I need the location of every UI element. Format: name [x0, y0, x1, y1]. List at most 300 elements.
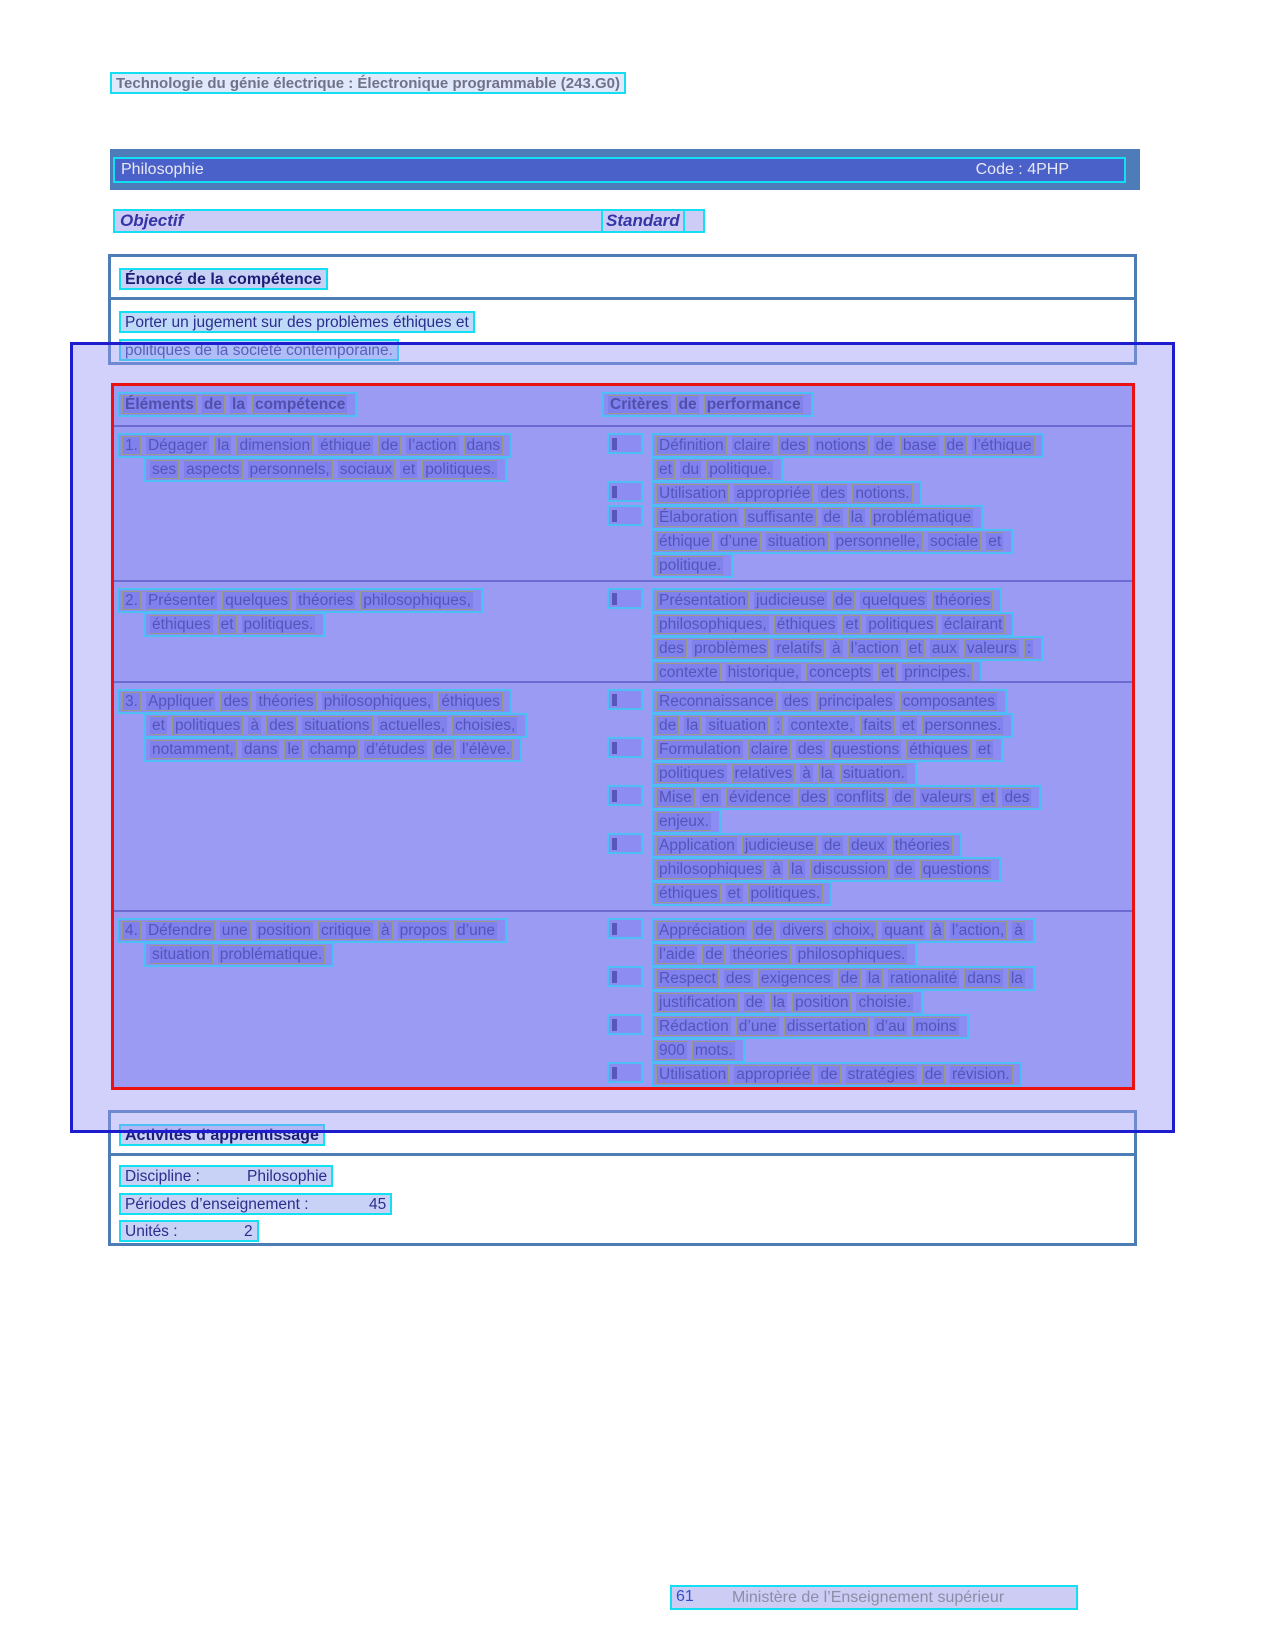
word-box: Définition	[656, 436, 727, 455]
word-box: l’action,	[949, 921, 1008, 940]
criteria-lines	[651, 689, 1133, 737]
element-row	[111, 427, 1135, 582]
word-box: claire	[731, 436, 774, 455]
text-line	[651, 857, 1133, 881]
word-box: contexte	[656, 663, 721, 682]
criteria-lines	[651, 918, 1133, 966]
text-line	[651, 785, 1133, 809]
word-box: base	[900, 436, 940, 455]
word-box: philosophiques,	[656, 615, 770, 634]
enonce-header: Énoncé de la compétence	[119, 268, 328, 290]
line-highlight	[651, 966, 1035, 991]
line-highlight	[651, 942, 917, 967]
bullet-column	[607, 737, 651, 785]
criteria-item	[607, 785, 1133, 833]
word-box: questions	[830, 740, 902, 759]
word-box: notamment,	[149, 740, 237, 759]
word-box: de	[702, 945, 725, 964]
text-line	[651, 881, 1133, 905]
section-title: Philosophie	[121, 161, 204, 178]
text-line	[651, 457, 1133, 481]
word-box: politiques	[172, 716, 244, 735]
word-box: suffisante	[744, 508, 816, 527]
bullet-mark	[612, 593, 617, 605]
bullet-column	[607, 833, 651, 905]
word-box: de	[821, 836, 844, 855]
word-box: théories	[295, 591, 356, 610]
line-highlight	[117, 918, 507, 943]
word-box: exigences	[758, 969, 834, 988]
word-box: historique,	[725, 663, 803, 682]
enonce-header-row	[111, 257, 1134, 300]
word-box: la	[788, 860, 806, 879]
criteria-lines	[651, 588, 1133, 683]
word-box: notions	[813, 436, 869, 455]
enonce-line	[119, 339, 399, 361]
word-box: la	[818, 764, 836, 783]
word-box: théories	[892, 836, 953, 855]
word-box: :	[773, 716, 783, 735]
word-box: position	[792, 993, 851, 1012]
bullet-icon	[607, 689, 643, 710]
text-line	[651, 636, 1133, 660]
criteria-lines	[651, 433, 1133, 481]
word-box: et	[725, 884, 744, 903]
text-line	[651, 809, 1133, 833]
criteria-item	[607, 966, 1133, 1014]
word-box: situation	[149, 945, 213, 964]
heading-objectif: Objectif	[120, 211, 184, 230]
word-box: Utilisation	[656, 484, 729, 503]
line-highlight	[651, 833, 962, 858]
line-highlight	[651, 785, 1041, 810]
element-row	[111, 912, 1135, 1090]
text-line	[117, 918, 607, 942]
criteria-item	[607, 588, 1133, 683]
bullet-column	[607, 481, 651, 505]
word-box: et	[149, 716, 168, 735]
word-box: Appréciation	[656, 921, 748, 940]
enonce-line	[119, 311, 475, 333]
criteria-item	[607, 481, 1133, 505]
word-box: personnels,	[247, 460, 333, 479]
text-line	[651, 966, 1133, 990]
bullet-mark	[612, 923, 617, 935]
field-label: Unités :	[125, 1223, 178, 1240]
word-box: la	[865, 969, 883, 988]
heading-standard: Standard	[601, 209, 685, 233]
word-box: la	[214, 436, 232, 455]
element-row	[111, 683, 1135, 912]
line-highlight	[651, 761, 917, 786]
text-line	[651, 737, 1133, 761]
field-value: Philosophie	[247, 1168, 328, 1185]
word-box: de	[832, 591, 855, 610]
word-box: et	[975, 740, 994, 759]
word-box: sociaux	[337, 460, 396, 479]
text-line	[117, 588, 607, 612]
line-highlight	[651, 433, 1044, 458]
word-box: principales	[816, 692, 896, 711]
line-highlight	[651, 713, 1013, 738]
line-highlight	[117, 588, 483, 613]
bullet-icon	[607, 1014, 643, 1035]
line-highlight	[651, 1062, 1022, 1087]
text-line	[651, 433, 1133, 457]
word-box: dissertation	[784, 1017, 869, 1036]
word-box: de	[922, 1065, 945, 1084]
word-box: et	[399, 460, 418, 479]
text-line	[651, 713, 1133, 737]
bullet-column	[607, 588, 651, 683]
activites-box	[108, 1110, 1137, 1246]
word-box: situation	[765, 532, 829, 551]
line-highlight	[117, 433, 512, 458]
word-box: questions	[920, 860, 992, 879]
word-box: des	[795, 740, 826, 759]
word-box: principes.	[901, 663, 973, 682]
line-highlight	[651, 1014, 969, 1039]
word-box: et	[979, 788, 998, 807]
word-box: de	[656, 716, 679, 735]
word-box: de	[838, 969, 861, 988]
activites-header-row	[111, 1113, 1134, 1156]
word-box: Formulation	[656, 740, 744, 759]
word-box: dimension	[236, 436, 313, 455]
word-box: de	[891, 788, 914, 807]
column-header-right	[602, 392, 813, 417]
bullet-mark	[612, 838, 617, 850]
word-box: des	[723, 969, 754, 988]
word-box: à	[378, 921, 393, 940]
criteria-item	[607, 505, 1133, 577]
line-highlight	[144, 457, 507, 482]
field-value: 2	[244, 1223, 253, 1240]
word-box: problématique.	[217, 945, 326, 964]
word-box: politique.	[656, 556, 724, 575]
line-highlight	[144, 713, 527, 738]
word-box: quelques	[859, 591, 928, 610]
word-box: de	[944, 436, 967, 455]
word-box: personnelle,	[833, 532, 923, 551]
ministry-name: Ministère de l’Enseignement supérieur	[732, 1589, 1005, 1606]
section-title-row	[113, 157, 1126, 183]
bullet-column	[607, 1014, 651, 1062]
bullet-mark	[612, 790, 617, 802]
bullet-icon	[607, 737, 643, 758]
word-box: l’action	[405, 436, 459, 455]
word-box: judicieuse	[753, 591, 828, 610]
field-line	[119, 1165, 333, 1187]
word-box: philosophiques.	[795, 945, 909, 964]
word-box: à	[247, 716, 262, 735]
word-box: claire	[748, 740, 791, 759]
word-box: 3.	[122, 692, 141, 711]
line-highlight	[651, 737, 1003, 762]
word-box: la	[1008, 969, 1026, 988]
line-highlight	[651, 689, 1007, 714]
word-box: à	[930, 921, 945, 940]
word-box: dans	[241, 740, 281, 759]
word-box: et	[656, 460, 675, 479]
word-box: quelques	[222, 591, 291, 610]
word-box: situations	[301, 716, 372, 735]
word-box: éthiques	[149, 615, 214, 634]
word-box: d’une	[717, 532, 761, 551]
criteria-item	[607, 1014, 1133, 1062]
competence-table	[111, 383, 1135, 1090]
word-box: théories	[729, 945, 790, 964]
bullet-mark	[612, 438, 617, 450]
text-line	[651, 505, 1133, 529]
word-box: l’aide	[656, 945, 698, 964]
word-box: actuelles,	[377, 716, 448, 735]
document-header-text: Technologie du génie électrique : Électronique programmable (243.G0)	[110, 72, 626, 94]
word-box: politiques	[865, 615, 937, 634]
line-highlight	[144, 612, 325, 637]
text-line	[651, 529, 1133, 553]
word-box: moins	[912, 1017, 959, 1036]
word-box: du	[679, 460, 702, 479]
word-box: politique.	[706, 460, 774, 479]
word-box: Reconnaissance	[656, 692, 777, 711]
word-box: situation.	[840, 764, 908, 783]
word-box: Utilisation	[656, 1065, 729, 1084]
bullet-mark	[612, 510, 617, 522]
word-box: Rédaction	[656, 1017, 732, 1036]
word-box: de	[676, 395, 700, 414]
text-line	[651, 553, 1133, 577]
word-box: éthiques	[906, 740, 971, 759]
word-box: Critères	[607, 395, 672, 414]
bullet-column	[607, 785, 651, 833]
word-box: éthiques	[774, 615, 839, 634]
word-box: de	[873, 436, 896, 455]
word-box: problématique	[870, 508, 974, 527]
word-box: révision.	[949, 1065, 1013, 1084]
word-box: Mise	[656, 788, 695, 807]
criteria-item	[607, 689, 1133, 737]
column-header-left	[117, 392, 357, 417]
enonce-box	[108, 254, 1137, 365]
line-highlight	[651, 505, 983, 530]
criteria-lines	[651, 785, 1133, 833]
criteria-item	[607, 1062, 1133, 1086]
word-box: éthique	[656, 532, 713, 551]
word-box: philosophiques	[656, 860, 765, 879]
text-line	[651, 761, 1133, 785]
bullet-icon	[607, 588, 643, 609]
word-box: des	[656, 639, 687, 658]
word-box: Présentation	[656, 591, 749, 610]
word-box: la	[683, 716, 701, 735]
word-box: divers	[779, 921, 826, 940]
bullet-column	[607, 918, 651, 966]
word-box: l’élève.	[459, 740, 513, 759]
word-box: performance	[704, 395, 804, 414]
word-box: des	[220, 692, 251, 711]
bullet-icon	[607, 433, 643, 454]
line-highlight	[651, 481, 922, 506]
word-box: 1.	[122, 436, 141, 455]
field-label: Périodes d’enseignement :	[125, 1196, 309, 1213]
element-cell	[117, 689, 607, 910]
word-box: aspects	[183, 460, 242, 479]
criteria-lines	[651, 737, 1133, 785]
word-box: politiques.	[241, 615, 317, 634]
table-rows	[111, 427, 1135, 1090]
word-box: à	[769, 860, 784, 879]
word-box: personnes.	[922, 716, 1005, 735]
field-discipline	[119, 1165, 333, 1187]
activites-header: Activités d’apprentissage	[119, 1124, 325, 1146]
criteria-cell	[607, 918, 1133, 1090]
bullet-icon	[607, 1062, 643, 1083]
word-box: et	[878, 663, 897, 682]
word-box: Présenter	[145, 591, 218, 610]
objectif-standard-heading	[113, 209, 705, 233]
word-box: valeurs	[919, 788, 975, 807]
word-box: conflits	[833, 788, 887, 807]
criteria-lines	[651, 966, 1133, 1014]
section-title-bar	[110, 149, 1140, 190]
criteria-cell	[607, 689, 1133, 910]
text-line	[651, 660, 1133, 683]
word-box: choix,	[831, 921, 878, 940]
word-box: philosophiques,	[360, 591, 474, 610]
criteria-cell	[607, 433, 1133, 580]
word-box: éclairant	[941, 615, 1006, 634]
word-box: concepts	[806, 663, 874, 682]
bullet-column	[607, 966, 651, 1014]
word-box: politiques.	[422, 460, 498, 479]
line-highlight	[651, 636, 1043, 661]
bullet-icon	[607, 966, 643, 987]
word-box: de	[817, 1065, 840, 1084]
word-box: des	[266, 716, 297, 735]
word-box: stratégies	[845, 1065, 918, 1084]
line-highlight	[651, 918, 1035, 943]
word-box: d’une	[736, 1017, 780, 1036]
line-highlight	[651, 553, 733, 578]
bullet-mark	[612, 742, 617, 754]
word-box: champ	[307, 740, 360, 759]
word-box: quant	[881, 921, 926, 940]
word-box: de	[893, 860, 916, 879]
word-box: des	[1001, 788, 1032, 807]
word-box: relatifs	[773, 639, 825, 658]
bullet-column	[607, 505, 651, 577]
word-box: de	[743, 993, 766, 1012]
word-box: 4.	[122, 921, 141, 940]
text-line	[651, 1062, 1133, 1086]
bullet-column	[607, 433, 651, 481]
text-line	[144, 737, 607, 761]
bullet-mark	[612, 971, 617, 983]
field-line	[119, 1220, 259, 1242]
bullet-icon	[607, 833, 643, 854]
word-box: appropriée	[733, 484, 813, 503]
table-header-row	[111, 383, 1135, 427]
line-highlight	[651, 588, 1002, 613]
element-cell	[117, 588, 607, 683]
word-box: :	[1024, 639, 1034, 658]
word-box: Défendre	[145, 921, 215, 940]
element-cell	[117, 918, 607, 1090]
element-row	[111, 582, 1135, 683]
word-box: faits	[860, 716, 894, 735]
criteria-item	[607, 737, 1133, 785]
word-box: de	[821, 508, 844, 527]
word-box: dans	[964, 969, 1004, 988]
criteria-lines	[651, 481, 1133, 505]
word-box: la	[229, 395, 248, 414]
line-highlight	[651, 990, 923, 1015]
word-box: Application	[656, 836, 738, 855]
word-box: judicieuse	[742, 836, 817, 855]
enonce-line-text: Porter un jugement sur des problèmes éthiques et	[119, 311, 475, 333]
word-box: problèmes	[691, 639, 769, 658]
criteria-lines	[651, 505, 1133, 577]
line-highlight	[651, 857, 1001, 882]
line-highlight	[144, 942, 334, 967]
page-footer	[670, 1585, 1078, 1610]
line-highlight	[651, 660, 982, 683]
bullet-mark	[612, 1019, 617, 1031]
word-box: aux	[929, 639, 960, 658]
line-highlight	[651, 612, 1014, 637]
word-box: éthiques	[656, 884, 721, 903]
text-line	[651, 612, 1133, 636]
criteria-item	[607, 433, 1133, 481]
word-box: théories	[255, 692, 316, 711]
word-box: d’au	[873, 1017, 908, 1036]
word-box: d’une	[454, 921, 498, 940]
criteria-lines	[651, 1062, 1133, 1086]
text-line	[117, 433, 607, 457]
word-box: le	[284, 740, 302, 759]
word-box: et	[899, 716, 918, 735]
bullet-mark	[612, 486, 617, 498]
line-highlight	[651, 529, 1013, 554]
word-box: Appliquer	[145, 692, 217, 711]
word-box: d’études	[363, 740, 428, 759]
word-box: à	[829, 639, 844, 658]
text-line	[651, 833, 1133, 857]
word-box: dans	[464, 436, 504, 455]
word-box: l’action	[848, 639, 902, 658]
word-box: relatives	[732, 764, 796, 783]
word-box: Éléments	[122, 395, 197, 414]
line-highlight	[651, 457, 783, 482]
word-box: des	[798, 788, 829, 807]
criteria-item	[607, 833, 1133, 905]
word-box: Élaboration	[656, 508, 740, 527]
word-box: une	[219, 921, 251, 940]
word-box: choisie.	[855, 993, 914, 1012]
element-cell	[117, 433, 607, 580]
text-line	[651, 588, 1133, 612]
word-box: des	[778, 436, 809, 455]
text-line	[144, 612, 607, 636]
word-box: mots.	[692, 1041, 736, 1060]
bullet-mark	[612, 1067, 617, 1079]
text-line	[144, 457, 607, 481]
word-box: la	[848, 508, 866, 527]
word-box: politiques	[656, 764, 728, 783]
line-highlight	[651, 1038, 745, 1063]
text-line	[144, 942, 607, 966]
